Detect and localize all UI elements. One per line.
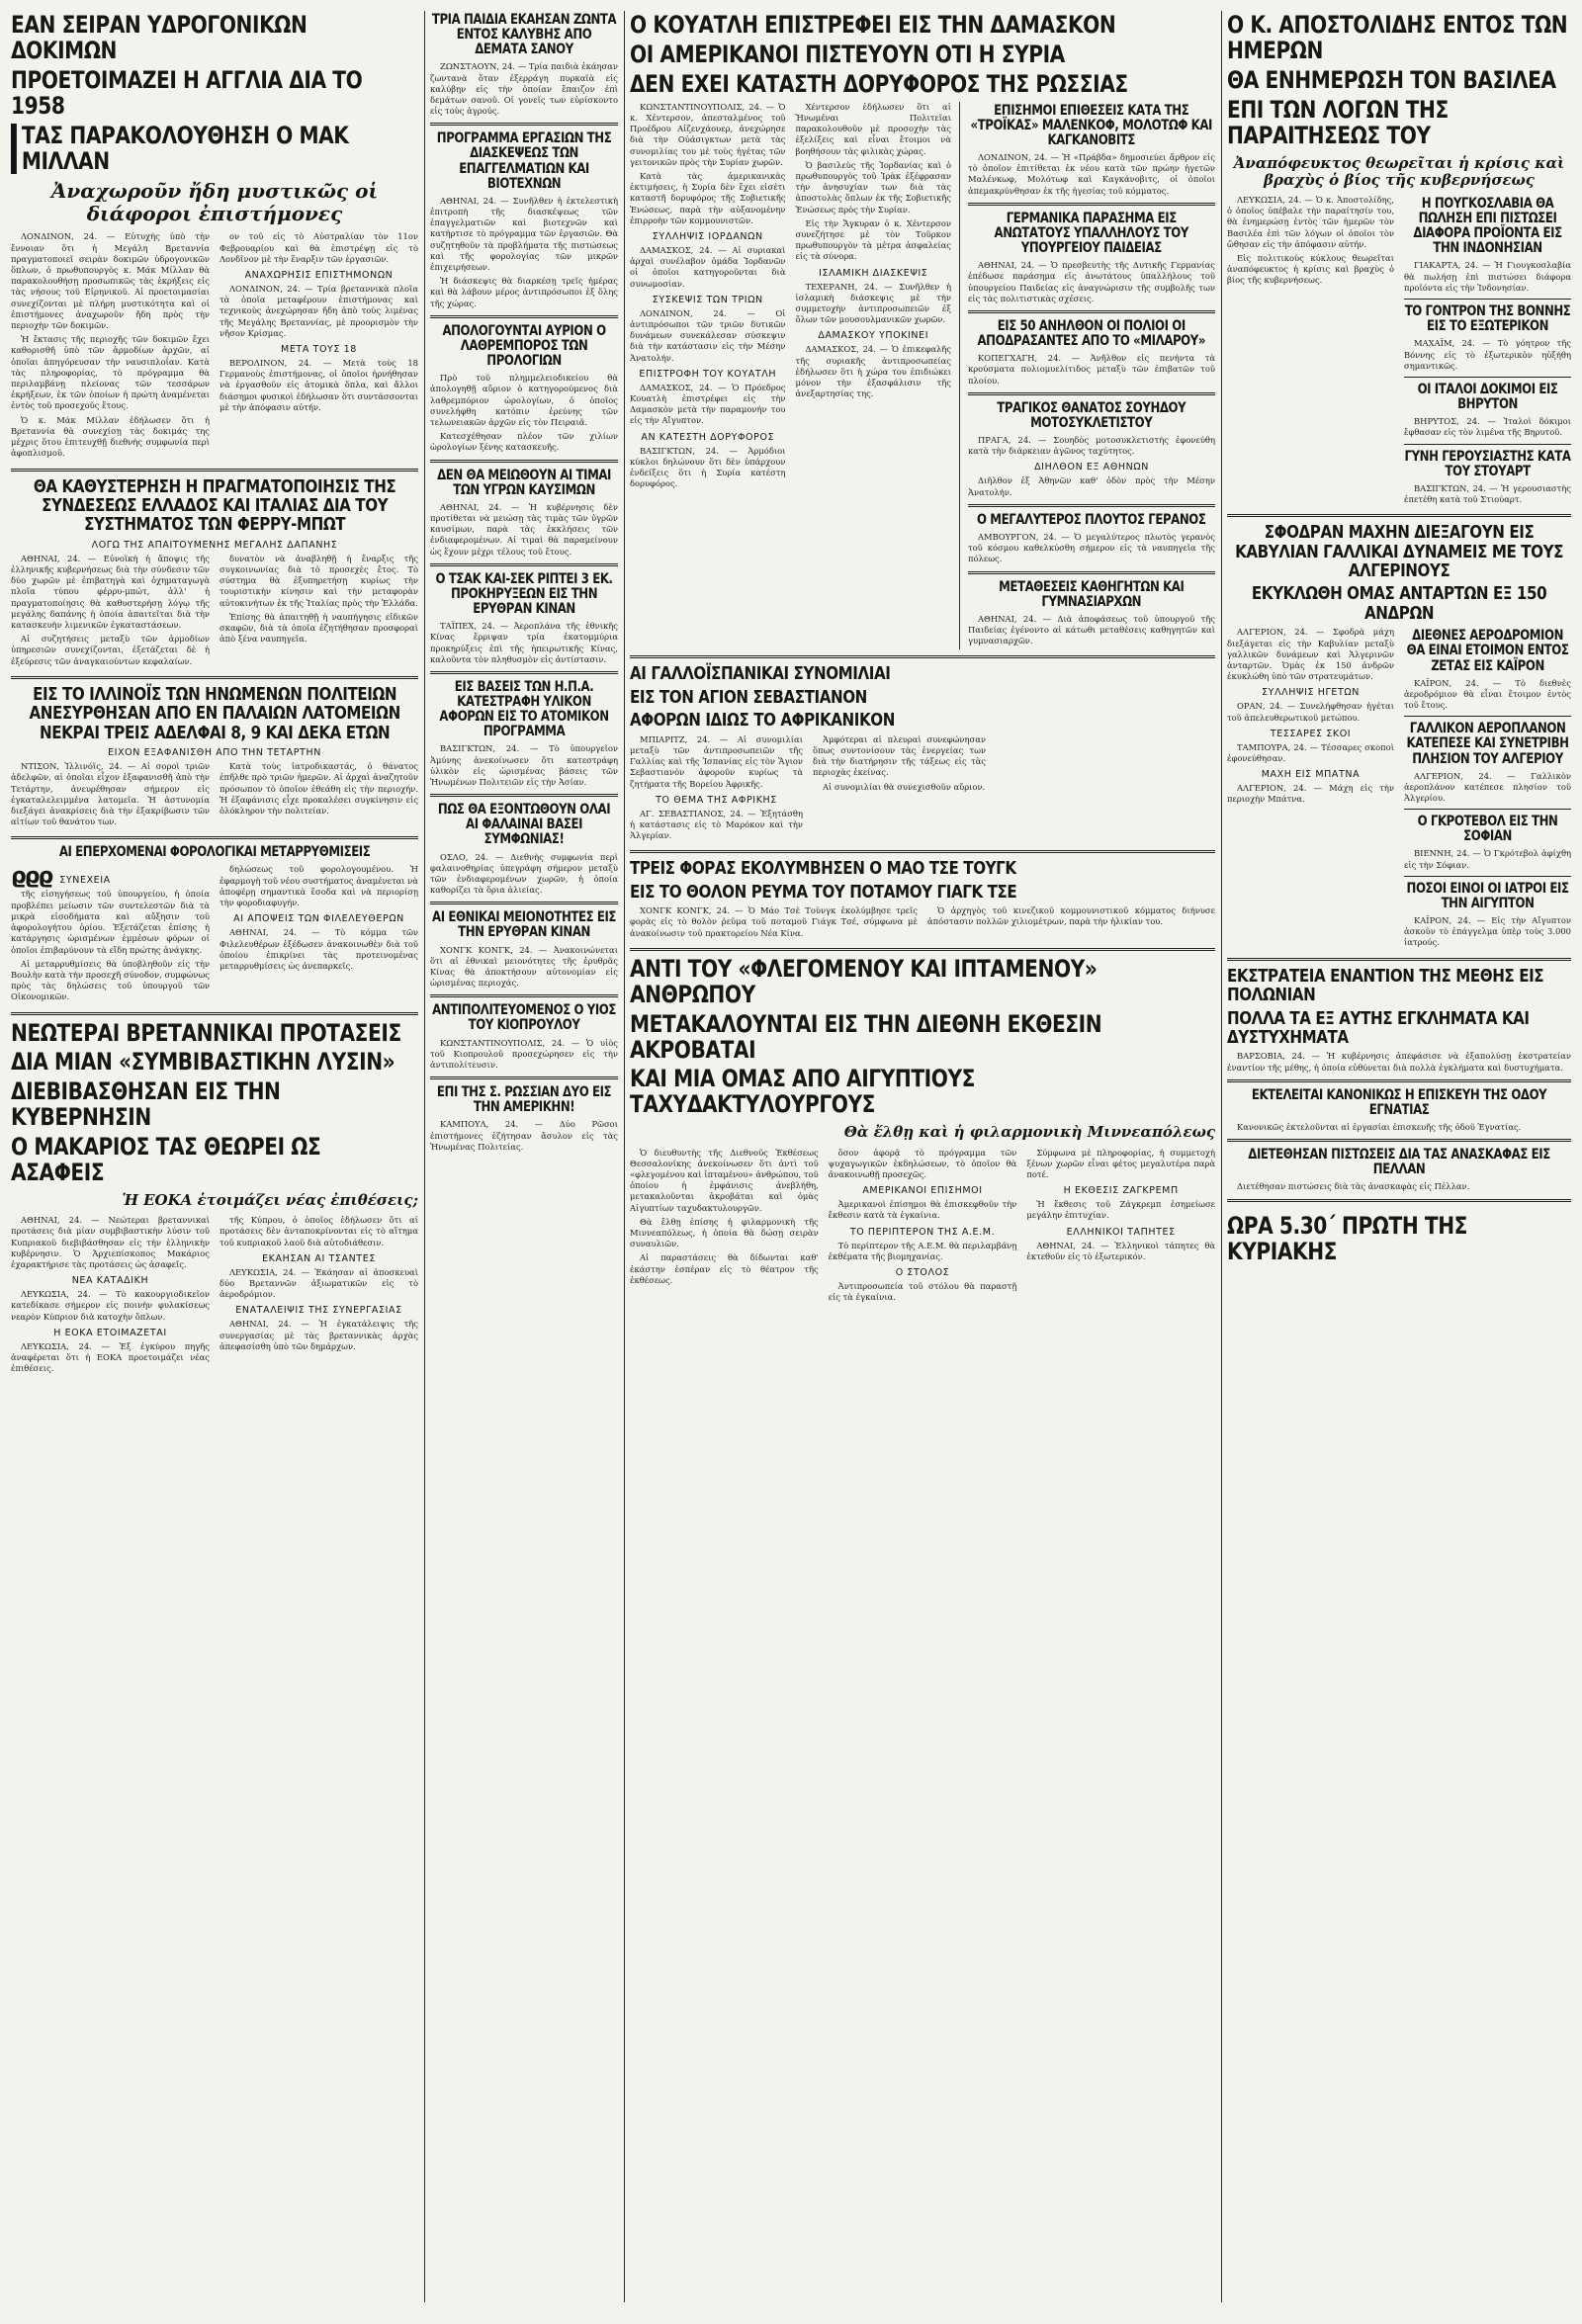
body-text: ΑΘΗΝΑΙ, 24. — Ἡ κυβέρνησις δὲν προτίθεται νὰ μειώσῃ τὰς τιμὰς τῶν ὑγρῶν καυσίμων, παρὰ τὰς ἐκκλήσεις τῶν ἐνδιαφερομένων. Αἱ τιμαὶ θὰ παραμείνουν ὡς ἔχουν μέχρι τέλους τοῦ ἔτους. — [430, 501, 618, 557]
section-heading: ΣΥΣΚΕΨΙΣ ΤΩΝ ΤΡΙΩΝ — [652, 294, 763, 305]
section-heading: ΣΥΛΛΗΨΙΣ ΗΓΕΤΩΝ — [1262, 687, 1360, 699]
section-heading: Η ΕΚΘΕΣΙΣ ΖΑΓΚΡΕΜΠ — [1063, 1185, 1179, 1197]
side-column — [968, 102, 1215, 650]
headline-hydrogen-tests-3: ΤΑΣ ΠΑΡΑΚΟΛΟΥΘΗΣΗ Ο ΜΑΚ ΜΙΛΛΑΝ — [11, 124, 418, 175]
section-heading: ΑΜΕΡΙΚΑΝΟΙ ΕΠΙΣΗΜΟΙ — [862, 1185, 983, 1197]
headline-fuel-prices: ΔΕΝ ΘΑ ΜΕΙΩΘΟΥΝ ΑΙ ΤΙΜΑΙ ΤΩΝ ΥΓΡΩΝ ΚΑΥΣΙΜΩΝ — [437, 467, 611, 498]
headline-doctors-egypt: ΠΟΣΟΙ ΕΙΝΟΙ ΟΙ ΙΑΤΡΟΙ ΕΙΣ ΤΗΝ ΑΙΓΥΠΤΟΝ — [1406, 880, 1569, 911]
body-text: ΓΙΑΚΑΡΤΑ, 24. — Ἡ Γιουγκοσλαβία θὰ πωλήσῃ ἐπὶ πιστώσει διάφορα προϊόντα εἰς τὴν Ἰνδονησίαν. — [1404, 260, 1571, 293]
body-text: ΑΘΗΝΑΙ, 24. — Διὰ ἀποφάσεως τοῦ ὑπουργοῦ τῆς Παιδείας ἐγένοντο αἱ κάτωθι μεταθέσεις καθηγητῶν καὶ γυμνασιαρχῶν. — [968, 613, 1215, 646]
body-text: δηλώσεως τοῦ φορολογουμένου. Ἡ ἐφαρμογὴ τοῦ νέου συστήματος ἀναμένεται νὰ ἀποφέρῃ σημαντικὰ ἔσοδα καὶ νὰ περιορίσῃ τὴν φοροδιαφυγήν. — [220, 864, 418, 908]
divider — [968, 571, 1215, 574]
body-text: ΔΑΜΑΣΚΟΣ, 24. — Ὁ Πρόεδρος Κουατλὴ ἐπιστρέφει εἰς τὴν Δαμασκὸν μετὰ τὴν παραμονήν του εἰς τὴν Αἴγυπτον. — [630, 382, 786, 426]
divider — [11, 836, 418, 839]
divider — [1404, 377, 1571, 378]
section-heading: ΤΕΣΣΑΡΕΣ ΣΚΟΙ — [1270, 728, 1352, 739]
section-heading: ΕΛΛΗΝΙΚΟΙ ΤΑΠΗΤΕΣ — [1066, 1226, 1176, 1238]
headline-motorcyclist: ΤΡΑΓΙΚΟΣ ΘΑΝΑΤΟΣ ΣΟΥΗΔΟΥ ΜΟΤΟΣΥΚΛΕΤΙΣΤΟΥ — [997, 399, 1186, 431]
divider — [430, 994, 618, 997]
body-text: ΑΘΗΝΑΙ, 24. — Συνῆλθεν ἡ ἐκτελεστικὴ ἐπιτροπὴ τῆς διασκέψεως τῶν ἐπαγγελματιῶν καὶ βιοτεχνῶν καὶ κατήρτισε τὸ πρόγραμμα τῶν ἐργασιῶν. Θὰ συζητηθοῦν τὰ προβλήματα τῆς πιστώσεως καὶ τῆς φορολογίας τῶν μικρῶν ἐπιχειρήσεων. — [430, 195, 618, 272]
subheadline-missing: ΕΙΧΟΝ ΕΞΑΦΑΝΙΣΘΗ ΑΠΟ ΤΗΝ ΤΕΤΑΡΤΗΝ — [108, 747, 321, 759]
headline-grotewohl: Ο ΓΚΡΟΤΕΒΟΛ ΕΙΣ ΤΗΝ ΣΟΦΙΑΝ — [1417, 814, 1558, 845]
body-text: ΑΘΗΝΑΙ, 24. — Ἡ ἐγκατάλειψις τῆς συνεργασίας μὲ τὰς βρεταννικὰς ἀρχὰς ἀπεφασίσθη ὑπὸ τῶν δημάρχων. — [220, 1319, 418, 1351]
headline-teachers: ΜΕΤΑΘΕΣΕΙΣ ΚΑΘΗΓΗΤΩΝ ΚΑΙ ΓΥΜΝΑΣΙΑΡΧΩΝ — [999, 578, 1185, 610]
body-text: Πρὸ τοῦ πλημμελειοδικείου θὰ ἀπολογηθῇ αὔριον ὁ κατηγορούμενος διὰ λαθρεμπόριον ὡρολογίων, ὁ ὁποῖος συνελήφθη κατόπιν ἐρεύνης τῶν τελωνειακῶν ἀρχῶν εἰς τὸν Πειραιᾶ. — [430, 373, 618, 427]
headline-crane: Ο ΜΕΓΑΛΥΤΕΡΟΣ ΠΛΟΥΤΟΣ ΓΕΡΑΝΟΣ — [977, 511, 1206, 528]
body-text: Αἱ συζητήσεις μεταξὺ τῶν ἁρμοδίων ὑπηρεσιῶν συνεχίζονται, ἐξετάζεται δὲ ἡ ἐξεύρεσις τῶν ἀναγκαιούντων κεφαλαίων. — [11, 634, 210, 666]
body-text: ΔΑΜΑΣΚΟΣ, 24. — Αἱ συριακαὶ ἀρχαὶ συνέλαβον ὁμάδα Ἰορδανῶν οἱ ὁποῖοι κατηγοροῦνται διὰ συνωμοσίαν. — [630, 244, 786, 289]
column-rule — [959, 102, 960, 650]
section-heading: ΙΣΛΑΜΙΚΗ ΔΙΑΣΚΕΨΙΣ — [819, 267, 928, 279]
body-text: Διετέθησαν πιστώσεις διὰ τὰς ἀνασκαφὰς εἰς Πέλλαν. — [1237, 1181, 1470, 1192]
body-text: Ὁ ἀρχηγὸς τοῦ κινεζικοῦ κομμουνιστικοῦ κόμματος διήνυσε ἀπόστασιν πολλῶν χιλιομέτρων, παρὰ τὴν ἡλικίαν του. — [927, 905, 1215, 927]
body-text: ΛΕΥΚΩΣΙΑ, 24. — Τὸ κακουργιοδικεῖον κατεδίκασε σήμερον εἰς ποινὴν φυλακίσεως νεαρὸν Κύπριον διὰ κατοχὴν ὅπλων. — [11, 1289, 210, 1322]
subheadline-crisis: Ἀναπόφευκτος θεωρεῖται ἡ κρίσις καὶ βραχὺς ὁ βίος τῆς κυβερνήσεως — [1233, 153, 1565, 189]
body-text: ΚΩΝΣΤΑΝΤΙΝΟΥΠΟΛΙΣ, 24. — Ὁ κ. Χέντερσον, ἀπεσταλμένος τοῦ Προέδρου Αἰζενχάουερ, ἀνεχώρησε διὰ τὴν Οὐάσιγκτων μετὰ τὰς συνομιλίας του μὲ τοὺς ἡγέτας τῶν γειτονικῶν πρὸς τὴν Συρίαν χωρῶν. — [630, 101, 786, 167]
headline-british-proposals-3: ΔΙΕΒΙΒΑΣΘΗΣΑΝ ΕΙΣ ΤΗΝ ΚΥΒΕΡΝΗΣΙΝ — [11, 1077, 281, 1132]
subheadline-eoka: Ἡ ΕΟΚΑ ἑτοιμάζει νέας ἐπιθέσεις; — [122, 1190, 418, 1209]
divider — [430, 460, 618, 463]
body-text: ΛΟΝΔΙΝΟΝ, 24. — Ἡ «Πράβδα» δημοσιεύει ἄρθρον εἰς τὸ ὁποῖον ἐπιτίθεται ἐκ νέου κατὰ τῶν πρώην ἡγετῶν Μαλένκωφ, Μολότωφ καὶ Καγκάνοβιτς, οἱ ὁποῖοι ἀπεμακρύνθησαν ἐκ τῆς ἡγεσίας τοῦ κόμματος. — [968, 152, 1215, 196]
headline-poland-2: ΠΟΛΛΑ ΤΑ ΕΞ ΑΥΤΗΣ ΕΓΚΛΗΜΑΤΑ ΚΑΙ ΔΥΣΤΥΧΗΜΑΤΑ — [1227, 1007, 1530, 1048]
section-heading: Η ΕΟΚΑ ΕΤΟΙΜΑΖΕΤΑΙ — [53, 1327, 167, 1338]
column-2 — [430, 11, 618, 2302]
headline-syria-1: ΟΙ ΑΜΕΡΙΚΑΝΟΙ ΠΙΣΤΕΥΟΥΝ ΟΤΙ Η ΣΥΡΙΑ — [630, 40, 1065, 68]
body-text: ΜΑΧΑΪΜ, 24. — Τὸ γόητρον τῆς Βόννης εἰς τὸ ἐξωτερικὸν ηὐξήθη σημαντικῶς. — [1404, 338, 1571, 371]
column-rule — [1221, 11, 1222, 2302]
headline-illinois-sisters: ΕΙΣ ΤΟ ΙΛΛΙΝΟΪΣ ΤΩΝ ΗΝΩΜΕΝΩΝ ΠΟΛΙΤΕΙΩΝ ΑΝΕΣΥΡΘΗΣΑΝ ΑΠΟ ΕΝ ΠΑΛΑΙΩΝ ΛΑΤΟΜΕΙΩΝ ΝΕΚΡΑΙ ΤΡΕΙΣ ΑΔΕΛΦΑΙ 8, 9 ΚΑΙ ΔΕΚΑ ΕΤΩΝ — [29, 683, 400, 743]
headline-hydrogen-tests-1: ΕΑΝ ΣΕΙΡΑΝ ΥΔΡΟΓΟΝΙΚΩΝ ΔΟΚΙΜΩΝ — [11, 11, 308, 64]
section-heading: ΕΠΙΣΤΡΟΦΗ ΤΟΥ ΚΟΥΑΤΛΗ — [639, 368, 777, 380]
divider — [1227, 1079, 1571, 1082]
article-fair-body — [630, 1148, 1215, 1307]
body-text: Διῆλθον ἐξ Ἀθηνῶν καθ' ὁδὸν πρὸς τὴν Μέσην Ἀνατολήν. — [968, 475, 1215, 497]
center-top-area — [630, 102, 1215, 650]
body-text: ΤΑΜΠΟΥΡΑ, 24. — Τέσσαρες σκοποὶ ἐφονεύθησαν. — [1227, 741, 1394, 763]
body-text: ΑΛΓΕΡΙΟΝ, 24. — Μάχη εἰς τὴν περιοχὴν Μπάτνα. — [1227, 783, 1394, 805]
section-heading: ΔΙΗΛΘΟΝ ΕΞ ΑΘΗΝΩΝ — [1034, 462, 1149, 473]
footer-time: ΩΡΑ 5.30΄ ΠΡΩΤΗ ΤΗΣ ΚΥΡΙΑΚΗΣ — [1227, 1211, 1468, 1265]
divider — [430, 902, 618, 904]
body-text: ΒΑΡΣΟΒΙΑ, 24. — Ἡ κυβέρνησις ἀπεφάσισε νὰ ἐξαπολύσῃ ἐκστρατείαν ἐναντίον τῆς μέθης, ἡ ὁποία εὐθύνεται διὰ πολλὰ ἐγκλήματα καὶ δυστυχήματα. — [1227, 1051, 1571, 1073]
continuation-label: ΣΥΝΕΧΕΙΑ — [59, 875, 111, 887]
headline-polio: ΕΙΣ 50 ΑΝΗΛΘΟΝ ΟΙ ΠΟΛΙΟΙ ΟΙ ΑΠΟΔΡΑΣΑΝΤΕΣ ΑΠΟ ΤΟ «ΜΙΛΑΡΟΥ» — [977, 318, 1206, 350]
article-ferry-body — [11, 554, 418, 670]
divider — [11, 469, 418, 472]
ornament-icon: ϱϱϱ — [11, 864, 52, 890]
body-text: ΒΑΣΙΓΚΤΩΝ, 24. — Ἀρμόδιοι κύκλοι δηλώνουν ὅτι δὲν ὑπάρχουν ἐνδείξεις ὅτι ἡ Συρία κατέστη δορυφόρος. — [630, 445, 786, 489]
headline-apostolidis-2: ΘΑ ΕΝΗΜΕΡΩΣΗ ΤΟΝ ΒΑΣΙΛΕΑ — [1227, 65, 1556, 94]
headline-kouatly: Ο ΚΟΥΑΤΛΗ ΕΠΙΣΤΡΕΦΕΙ ΕΙΣ ΤΗΝ ΔΑΜΑΣΚΟΝ — [630, 11, 1116, 39]
divider — [968, 392, 1215, 395]
headline-smuggler-trial: ΑΠΟΛΟΓΟΥΝΤΑΙ ΑΥΡΙΟΝ Ο ΛΑΘΡΕΜΠΟΡΟΣ ΤΩΝ ΠΡΟΛΟΓΙΩΝ — [442, 322, 606, 370]
body-text: ΑΘΗΝΑΙ, 24. — Ὁ πρεσβευτὴς τῆς Δυτικῆς Γερμανίας ἐπέδωσε παράσημα εἰς ἀνωτάτους ὑπαλλήλους τοῦ ὑπουργείου Παιδείας εἰς ἀναγνώρισιν τῆς συμβολῆς των εἰς τὰς πολιτιστικὰς σχέσεις. — [968, 260, 1215, 303]
headline-whales: ΠΩΣ ΘΑ ΕΞΟΝΤΩΘΟΥΝ ΟΛΑΙ ΑΙ ΦΑΛΑΙΝΑΙ ΒΑΣΕΙ ΣΥΜΦΩΝΙΑΣ! — [437, 802, 611, 848]
headline-minorities: ΑΙ ΕΘΝΙΚΑΙ ΜΕΙΟΝΟΤΗΤΕΣ ΕΙΣ ΤΗΝ ΕΡΥΘΡΑΝ ΚΙΝΑΝ — [431, 909, 617, 941]
body-text: ΒΗΡΥΤΟΣ, 24. — Ἰταλοὶ δόκιμοι ἔφθασαν εἰς τὸν λιμένα τῆς Βηρυτοῦ. — [1404, 416, 1571, 438]
body-text: ΑΘΗΝΑΙ, 24. — Τὸ κόμμα τῶν Φιλελευθέρων ἐξέδωσεν ἀνακοινωθὲν διὰ τοῦ ὁποίου ἐπικρίνει τὰς προτεινομένας μεταρρυθμίσεις ὡς ἀνεπαρκεῖς. — [220, 927, 418, 971]
headline-apostolidis-1: Ο Κ. ΑΠΟΣΤΟΛΙΔΗΣ ΕΝΤΟΣ ΤΩΝ ΗΜΕΡΩΝ — [1227, 11, 1568, 64]
headline-chiang-leaflets: Ο ΤΣΑΚ ΚΑΙ-ΣΕΚ ΡΙΠΤΕΙ 3 ΕΚ. ΠΡΟΚΗΡΥΞΕΩΝ ΕΙΣ ΤΗΝ ΕΡΥΘΡΑΝ ΚΙΝΑΝ — [435, 570, 613, 618]
franco-spanish-block — [630, 664, 986, 844]
syria-article — [630, 102, 951, 650]
body-text: Εἰς πολιτικοὺς κύκλους θεωρεῖται ἀναπόφευκτος ἡ κρίσις καὶ βραχὺς ὁ βίος τῆς κυβερνήσεως. — [1227, 253, 1394, 286]
divider — [630, 850, 1215, 853]
section-heading: ΣΥΛΛΗΨΙΣ ΙΟΡΔΑΝΩΝ — [652, 230, 763, 242]
body-text: Ἡ ἔκθεσις τοῦ Ζάγκρεμπ ἐσημείωσε μεγάλην ἐπιτυχίαν. — [1026, 1199, 1215, 1221]
body-text: ΛΟΝΔΙΝΟΝ, 24. — Οἱ ἀντιπρόσωποι τῶν τριῶν δυτικῶν δυνάμεων συνεκάλεσαν σύσκεψιν διὰ τὴν κατάστασιν εἰς τὴν Μέσην Ἀνατολήν. — [630, 307, 786, 363]
body-text: ΛΕΥΚΩΣΙΑ, 24. — Ἐξ ἐγκύρου πηγῆς ἀναφέρεται ὅτι ἡ ΕΟΚΑ προετοιμάζει νέας ἐπιθέσεις. — [11, 1340, 210, 1374]
section-heading: ΝΕΑ ΚΑΤΑΔΙΚΗ — [71, 1275, 149, 1287]
body-text: Ἡ ἔκτασις τῆς περιοχῆς τῶν δοκιμῶν ἔχει καθορισθῆ ὑπὸ τῶν ἁρμοδίων ἀρχῶν, αἱ ὁποῖαι ἀπηγόρευσαν τὴν ναυσιπλοΐαν. Κατὰ τὰς πληροφορίας, τὸ πρόγραμμα θὰ περιλαμβάνῃ πλείονας τῶν τεσσάρων ἐκρήξεων, ἐκ τῶν ὁποίων ἡ πρώτη ἀναμένεται ἐντὸς τοῦ προσεχοῦς ἔτους. — [11, 334, 210, 411]
divider — [1404, 444, 1571, 445]
article-mao-body — [630, 905, 1215, 942]
body-text: ΒΑΣΙΓΚΤΩΝ, 24. — Τὸ ὑπουργεῖον Ἀμύνης ἀνεκοίνωσεν ὅτι κατεστράφη ὑλικὸν εἰς ὡρισμένας βάσεις τῶν Ἡνωμένων Πολιτειῶν εἰς τὴν Ἀσίαν. — [430, 743, 618, 787]
body-text: Κατεσχέθησαν πλέον τῶν χιλίων ὡρολογίων ξένης κατασκευῆς. — [430, 431, 618, 453]
headline-makarios: Ο ΜΑΚΑΡΙΟΣ ΤΑΣ ΘΕΩΡΕΙ ΩΣ ΑΣΑΦΕΙΣ — [11, 1133, 321, 1187]
headline-british-proposals-1: ΝΕΩΤΕΡΑΙ ΒΡΕΤΑΝΝΙΚΑΙ ΠΡΟΤΑΣΕΙΣ — [11, 1018, 401, 1047]
divider — [1227, 958, 1571, 961]
body-text: ΒΙΕΝΝΗ, 24. — Ὁ Γκρότεβολ ἀφίχθη εἰς τὴν Σόφιαν. — [1404, 848, 1571, 870]
body-text: ΟΣΛΟ, 24. — Διεθνὴς συμφωνία περὶ φαλαινοθηρίας ὑπεγράφη σήμερον μεταξὺ τῶν ἐνδιαφερομένων χωρῶν, ἡ ὁποία καθορίζει τὰ ὅρια ἁλιείας. — [430, 851, 618, 896]
body-text: ΚΑΜΠΟΥΛ, 24. — Δύο Ρῶσοι ἐπιστήμονες ἐζήτησαν ἄσυλον εἰς τὰς Ἡνωμένας Πολιτείας. — [430, 1119, 618, 1152]
body-text: ΑΜΒΟΥΡΓΟΝ, 24. — Ὁ μεγαλύτερος πλωτὸς γερανὸς τοῦ κόσμου καθελκύσθη σήμερον εἰς τὰ ναυπηγεῖα τῆς πόλεως. — [968, 531, 1215, 564]
section-heading: ΑΝΑΧΩΡΗΣΙΣ ΕΠΙΣΤΗΜΟΝΩΝ — [244, 270, 394, 282]
section-heading: ΤΟ ΘΕΜΑ ΤΗΣ ΑΦΡΙΚΗΣ — [656, 794, 777, 806]
section-heading: ΤΟ ΠΕΡΙΠΤΕΡΟΝ ΤΗΣ Α.Ε.Μ. — [849, 1226, 996, 1238]
body-text: Χέντερσον ἐδήλωσεν ὅτι αἱ Ἡνωμέναι Πολιτεῖαι παρακολουθοῦν μὲ προσοχὴν τὰς ἐξελίξεις καὶ εἶναι ἕτοιμοι νὰ βοηθήσουν τὰς φιλικὰς χώρας. — [795, 101, 951, 156]
article-tax-body — [11, 864, 418, 1005]
body-text: ΟΡΑΝ, 24. — Συνελήφθησαν ἡγέται τοῦ ἀπελευθερωτικοῦ μετώπου. — [1227, 701, 1394, 723]
subheadline-scientists: Ἀναχωροῦν ἤδη μυστικῶς οἱ διάφοροι ἐπιστήμονες — [50, 179, 379, 226]
body-text: Κατὰ τοὺς ἰατροδικαστάς, ὁ θάνατος ἐπῆλθε πρὸ τριῶν ἡμερῶν. Αἱ ἀρχαὶ ἀναζητοῦν πρόσωπον τὸ ὁποῖον ἐθεάθη εἰς τὴν περιοχήν. Ἡ ἐξαφάνισις εἶχε προκαλέσει συγκίνησιν εἰς ὁλόκληρον τὴν πολιτείαν. — [220, 761, 418, 816]
column-rule — [424, 11, 425, 2302]
headline-egnatia: ΕΚΤΕΛΕΙΤΑΙ ΚΑΝΟΝΙΚΩΣ Η ΕΠΙΣΚΕΥΗ ΤΗΣ ΟΔΟΥ ΕΓΝΑΤΙΑΣ — [1251, 1086, 1547, 1118]
headline-franco-spanish-3: ΑΦΟΡΩΝ ΙΔΙΩΣ ΤΟ ΑΦΡΙΚΑΝΙΚΟΝ — [630, 710, 895, 732]
divider — [1404, 299, 1571, 300]
divider — [1404, 716, 1571, 717]
column-1 — [11, 11, 418, 2302]
subheadline-philharmonic: Θὰ ἔλθῃ καὶ ἡ φιλαρμονικὴ Μιννεαπόλεως — [843, 1123, 1215, 1142]
body-text: Θὰ ἔλθῃ ἐπίσης ἡ φιλαρμονικὴ τῆς Μιννεαπόλεως, ἡ ὁποία θὰ δώσῃ σειρὰν συναυλιῶν. — [630, 1216, 819, 1249]
headline-acrobats-1: ΑΝΤΙ ΤΟΥ «ΦΛΕΓΟΜΕΝΟΥ ΚΑΙ ΙΠΤΑΜΕΝΟΥ» ΑΝΘΡΩΠΟΥ — [630, 954, 1098, 1008]
headline-pella: ΔΙΕΤΕΘΗΣΑΝ ΠΙΣΤΩΣΕΙΣ ΔΙΑ ΤΑΣ ΑΝΑΣΚΑΦΑΣ ΕΙΣ ΠΕΛΛΑΝ — [1248, 1147, 1550, 1178]
body-text: τῆς Κύπρου, ὁ ὁποῖος ἐδήλωσεν ὅτι αἱ προτάσεις δὲν ἀνταποκρίνονται εἰς τὸ αἴτημα τοῦ κυπριακοῦ λαοῦ διὰ αὐτοδιάθεσιν. — [220, 1215, 418, 1248]
headline-mao-swim-2: ΕΙΣ ΤΟ ΘΟΛΟΝ ΡΕΥΜΑ ΤΟΥ ΠΟΤΑΜΟΥ ΓΙΑΓΚ ΤΣΕ — [630, 881, 1017, 903]
body-text: Ὁ κ. Μάκ Μίλλαν ἐδήλωσεν ὅτι ἡ Βρεταννία θὰ συνεχίσῃ τὰς δοκιμάς της μέχρις ὅτου ἐπιτευχθῇ διεθνὴς συμφωνία περὶ ἀφοπλισμοῦ. — [11, 414, 210, 459]
headline-poland-1: ΕΚΣΤΡΑΤΕΙΑ ΕΝΑΝΤΙΟΝ ΤΗΣ ΜΕΘΗΣ ΕΙΣ ΠΟΛΩΝΙΑΝ — [1227, 965, 1544, 1006]
body-text: ΛΟΝΔΙΝΟΝ, 24. — Εὐτυχὴς ὑπὸ τὴν ἔννοιαν ὅτι ἡ Μεγάλη Βρεταννία πραγματοποιεῖ σειρὰν δοκιμῶν ὑδρογονικῶν ὅπλων, ὁ πρωθυπουργὸς κ. Μάκ Μίλλαν θὰ παρακολουθήσῃ προσωπικῶς τὰς ἐκρήξεις εἰς τὰς νήσους τοῦ Εἰρηνικοῦ. Αἱ προετοιμασίαι συνεχίζονται μὲ πλήρη μυστικότητα καὶ οἱ ἐπιστήμονες ἀναχωροῦν ἤδη πρὸς τὴν περιοχὴν τῶν δοκιμῶν. — [11, 231, 210, 331]
body-text: Ἐπίσης θὰ ἀπαιτηθῇ ἡ ναυπήγησις εἰδικῶν σκαφῶν, διὰ τὰ ὁποῖα ἐζητήθησαν προσφοραὶ ἀπὸ ξένα ναυπηγεῖα. — [220, 611, 418, 645]
headline-acrobats-3: ΚΑΙ ΜΙΑ ΟΜΑΣ ΑΠΟ ΑΙΓΥΠΤΙΟΥΣ ΤΑΧΥΔΑΚΤΥΛΟΥΡΓΟΥΣ — [630, 1065, 975, 1119]
section-heading: ΔΑΜΑΣΚΟΥ ΥΠΟΚΙΝΕΙ — [818, 330, 929, 342]
column-center — [630, 11, 1215, 2302]
body-text: Εἰς τὴν Ἄγκυραν ὁ κ. Χέντερσον συνεζήτησε μὲ τὸν Τοῦρκον πρωθυπουργὸν τὰ μέτρα ἀσφαλείας εἰς τὰ σύνορα. — [795, 217, 951, 262]
headline-british-proposals-2: ΔΙΑ ΜΙΑΝ «ΣΥΜΒΙΒΑΣΤΙΚΗΝ ΛΥΣΙΝ» — [11, 1048, 396, 1076]
body-text: ΖΩΝΣΤΑΟΥΝ, 24. — Τρία παιδιὰ ἐκάησαν ζωντανὰ ὅταν ἐξερράγη πυρκαϊὰ εἰς καλύβην εἰς τὴν ὁποίαν ἔπαιζον ἐπὶ δεμάτων σανοῦ. Οἱ γονεῖς των εὑρίσκοντο εἰς τοὺς ἀγρούς. — [430, 61, 618, 117]
headline-mao-swim-1: ΤΡΕΙΣ ΦΟΡΑΣ ΕΚΟΛΥΜΒΗΣΕΝ Ο ΜΑΟ ΤΣΕ ΤΟΥΓΚ — [630, 858, 1016, 880]
body-text: ὅσον ἀφορᾷ τὸ πρόγραμμα τῶν ψυχαγωγικῶν ἐκδηλώσεων, τὸ ὁποῖον θὰ ἀνακοινωθῇ προσεχῶς. — [828, 1147, 1017, 1179]
headline-german-medals: ΓΕΡΜΑΝΙΚΑ ΠΑΡΑΣΗΜΑ ΕΙΣ ΑΝΩΤΑΤΟΥΣ ΥΠΑΛΛΗΛΟΥΣ ΤΟΥ ΥΠΟΥΡΓΕΙΟΥ ΠΑΙΔΕΙΑΣ — [994, 210, 1189, 257]
body-text: ΑΛΓΕΡΙΟΝ, 24. — Σφοδρὰ μάχη διεξάγεται εἰς τὴν Καβυλίαν μεταξὺ γαλλικῶν δυνάμεων καὶ Ἀλγερινῶν ἀνταρτῶν. Ὁμὰς ἐκ 150 ἀνδρῶν ἐκυκλώθη ὑπὸ τῶν στρατευμάτων. — [1227, 627, 1394, 682]
divider — [430, 123, 618, 126]
body-text: ΒΕΡΟΛΙΝΟΝ, 24. — Μετὰ τοὺς 18 Γερμανοὺς ἐπιστήμονας, οἱ ὁποῖοι ἠρνήθησαν νὰ ἐργασθοῦν εἰς ἀτομικὰ ὅπλα, καὶ ἄλλοι διάσημοι φυσικοὶ ἐδήλωσαν ὅτι συντάσσονται μὲ τὴν ἀπόφασιν αὐτήν. — [220, 358, 418, 412]
headline-kabylia: ΣΦΟΔΡΑΝ ΜΑΧΗΝ ΔΙΕΞΑΓΟΥΝ ΕΙΣ ΚΑΒΥΛΙΑΝ ΓΑΛΛΙΚΑΙ ΔΥΝΑΜΕΙΣ ΜΕ ΤΟΥΣ ΑΛΓΕΡΙΝΟΥΣ — [1235, 522, 1563, 582]
article-cyprus-body — [11, 1215, 418, 1377]
headline-acrobats-2: ΜΕΤΑΚΑΛΟΥΝΤΑΙ ΕΙΣ ΤΗΝ ΔΙΕΘΝΗ ΕΚΘΕΣΙΝ ΑΚΡΟΒΑΤΑΙ — [630, 1009, 1102, 1064]
section-heading: ΕΚΑΗΣΑΝ ΑΙ ΤΣΑΝΤΕΣ — [262, 1252, 376, 1264]
article-syria-body — [630, 102, 951, 493]
body-text: ΠΡΑΓΑ, 24. — Σουηδὸς μοτοσυκλετιστὴς ἐφονεύθη κατὰ τὴν διάρκειαν ἀγῶνος ταχύτητος. — [968, 435, 1215, 457]
headline-kopr-son: ΑΝΤΙΠΟΛΙΤΕΥΟΜΕΝΟΣ Ο ΥΙΟΣ ΤΟΥ ΚΙΟΠΡΟΥΛΟΥ — [432, 1002, 616, 1034]
body-text: ΛΕΥΚΩΣΙΑ, 24. — Ἐκάησαν αἱ ἀποσκευαὶ δύο Βρεταννῶν ἀξιωματικῶν εἰς τὸ ἀεροδρόμιον. — [220, 1266, 418, 1300]
divider — [968, 310, 1215, 313]
section-heading: ΑΝ ΚΑΤΕΣΤΗ ΔΟΡΥΦΟΡΟΣ — [641, 431, 775, 443]
body-text: ΜΠΙΑΡΙΤΖ, 24. — Αἱ συνομιλίαι μεταξὺ τῶν ἀντιπροσωπειῶν τῆς Γαλλίας καὶ τῆς Ἱσπανίας εἰς τὸν Ἅγιον Σεβαστιανὸν ἀφοροῦν κυρίως τὰ ζητήματα τῆς Βορείου Ἀφρικῆς. — [630, 733, 803, 789]
body-text: Ἀντιπροσωπεία τοῦ στόλου θὰ παραστῇ εἰς τὰ ἐγκαίνια. — [828, 1280, 1017, 1303]
divider — [1227, 1139, 1571, 1142]
headline-syria-2: ΔΕΝ ΕΧΕΙ ΚΑΤΑΣΤΗ ΔΟΡΥΦΟΡΟΣ ΤΗΣ ΡΩΣΣΙΑΣ — [630, 69, 1128, 98]
body-text: ΝΤΙΣΟΝ, Ἰλλινόϊς, 24. — Αἱ σοροὶ τριῶν ἀδελφῶν, αἱ ὁποῖαι εἶχον ἐξαφανισθῆ ἀπὸ τὴν Τετάρτην, ἀνευρέθησαν σήμερον εἰς ἐγκαταλελειμμένα λατομεῖα. Ἡ ἀστυνομία διεξάγει ἀνακρίσεις διὰ τὴν ἐξακρίβωσιν τῶν αἰτίων τοῦ θανάτου των. — [11, 761, 210, 827]
body-text: ΧΟΝΓΚ ΚΟΝΓΚ, 24. — Ἀνακοινώνεται ὅτι αἱ ἐθνικαὶ μειονότητες τῆς ἐρυθρᾶς Κίνας θὰ ἀποκτήσουν αὐτονομίαν εἰς ὡρισμένας περιοχάς. — [430, 944, 618, 989]
body-text: Αἱ μεταρρυθμίσεις θὰ ὑποβληθοῦν εἰς τὴν Βουλὴν κατὰ τὴν προσεχῆ σύνοδον, συμφώνως πρὸς τὰς δηλώσεις τοῦ ὑπουργοῦ τῶν Οἰκονομικῶν. — [11, 958, 210, 1002]
headline-children-burned: ΤΡΙΑ ΠΑΙΔΙΑ ΕΚΑΗΣΑΝ ΖΩΝΤΑ ΕΝΤΟΣ ΚΑΛΥΒΗΣ ΑΠΟ ΔΕΜΑΤΑ ΣΑΝΟΥ — [431, 12, 617, 58]
headline-troika: ΕΠΙΣΗΜΟΙ ΕΠΙΘΕΣΕΙΣ ΚΑΤΑ ΤΗΣ «ΤΡΟΪΚΑΣ» ΜΑΛΕΝΚΟΦ, ΜΟΛΟΤΩΦ ΚΑΙ ΚΑΓΚΑΝΟΒΙΤΣ — [970, 102, 1213, 148]
section-heading: ΕΝΑΤΑΛΕΙΨΙΣ ΤΗΣ ΣΥΝΕΡΓΑΣΙΑΣ — [235, 1305, 402, 1317]
headline-apostolidis-3: ΕΠΙ ΤΩΝ ΛΟΓΩΝ ΤΗΣ ΠΑΡΑΙΤΗΣΕΩΣ ΤΟΥ — [1227, 95, 1449, 149]
body-text: Ἡ διάσκεψις θὰ διαρκέσῃ τρεῖς ἡμέρας καὶ θὰ λάβουν μέρος ἀντιπρόσωποι ἐξ ὅλης τῆς χώρας. — [430, 276, 618, 308]
divider — [630, 655, 1215, 658]
divider — [430, 671, 618, 674]
divider — [430, 1076, 618, 1079]
body-text: ΔΑΜΑΣΚΟΣ, 24. — Ὁ ἐπικεφαλῆς τῆς συριακῆς ἀντιπροσωπείας ἐδήλωσεν ὅτι ἡ χώρα του ἐπιδιώκει μόνον τὴν ἐξασφάλισιν τῆς ἀνεξαρτησίας της. — [795, 344, 951, 399]
body-text: δυνατὸν νὰ ἀναβληθῇ ἡ ἔναρξις τῆς συγκοινωνίας διὰ τὸ προσεχὲς ἔτος. Τὸ σύστημα θὰ ἐξυπηρετήσῃ κυρίως τὴν τουριστικὴν κίνησιν καὶ τὴν μεταφορὰν αὐτοκινήτων ἐκ τῆς Ἰταλίας πρὸς τὴν Ἑλλάδα. — [220, 553, 418, 608]
body-text: ΛΕΥΚΩΣΙΑ, 24. — Ὁ κ. Ἀποστολίδης, ὁ ὁποῖος ὑπέβαλε τὴν παραίτησίν του, θὰ ἐνημερώσῃ ἐντὸς τῶν ἡμερῶν τὸν Βασιλέα ἐπὶ τῶν λόγων οἱ ὁποῖοι τὸν ὤθησαν εἰς τὴν ἀπόφασιν αὐτήν. — [1227, 195, 1394, 249]
body-text: ον τοῦ εἰς τὸ Αὐστραλίαν τὸν 11ον Φεβρουαρίου καὶ θὰ ἐπιστρέψῃ εἰς τὸ Λονδῖνον μὲ τὴν ἔναρξιν τῶν ἐργασιῶν. — [220, 231, 418, 264]
article-franco-spanish — [630, 734, 986, 845]
body-text: ΚΑΪΡΟΝ, 24. — Τὸ διεθνὲς ἀεροδρόμιον θὰ εἶναι ἕτοιμον ἐντὸς τοῦ ἔτους. — [1404, 677, 1571, 711]
headline-conference-program: ΠΡΟΓΡΑΜΜΑ ΕΡΓΑΣΙΩΝ ΤΗΣ ΔΙΑΣΚΕΨΕΩΣ ΤΩΝ ΕΠΑΓΓΕΛΜΑΤΙΩΝ ΚΑΙ ΒΙΟΤΕΧΝΩΝ — [436, 130, 612, 192]
headline-ferry-boat: ΘΑ ΚΑΘΥΣΤΕΡΗΣΗ Η ΠΡΑΓΜΑΤΟΠΟΙΗΣΙΣ ΤΗΣ ΣΥΝΔΕΣΕΩΣ ΕΛΛΑΔΟΣ ΚΑΙ ΙΤΑΛΙΑΣ ΔΙΑ ΤΟΥ ΣΥΣΤΗΜΑΤΟΣ ΤΩΝ ΦΕΡΡΥ-ΜΠΩΤ — [33, 475, 396, 536]
body-text: ΚΟΠΕΓΧΑΓΗ, 24. — Ἀνῆλθον εἰς πενήντα τὰ κρούσματα πολιομυελίτιδος μεταξὺ τῶν ἐπιβατῶν τοῦ πλοίου. — [968, 353, 1215, 386]
body-text: ΑΓ. ΣΕΒΑΣΤΙΑΝΟΣ, 24. — Ἐξητάσθη ἡ κατάστασις εἰς τὸ Μαρόκον καὶ τὴν Ἀλγερίαν. — [630, 808, 803, 841]
body-text: ΑΘΗΝΑΙ, 24. — Εὐνοϊκὴ ἡ ἄποψις τῆς ἑλληνικῆς κυβερνήσεως διὰ τὴν σύνδεσιν τῶν δύο χωρῶν μὲ ἐπιβατηγὰ καὶ ὀχηματαγωγὰ πλοῖα τύπου φέρρυ-μπώτ, ἀλλ' ἡ πραγματοποίησις θὰ καθυστερήσῃ λόγῳ τῆς μεγάλης δαπάνης ἡ ὁποία ἀπαιτεῖται διὰ τὴν κατασκευὴν λιμενικῶν ἐγκαταστάσεων. — [11, 553, 210, 631]
body-text: Αἱ παραστάσεις θὰ δίδωνται καθ' ἑκάστην ἑσπέραν εἰς τὸ θέατρον τῆς ἐκθέσεως. — [630, 1252, 819, 1285]
body-text: Κανονικῶς ἐκτελοῦνται αἱ ἐργασίαι ἐπισκευῆς τῆς ὁδοῦ Ἐγνατίας. — [1237, 1122, 1522, 1133]
divider — [1227, 1199, 1571, 1202]
body-text: ΚΑΪΡΟΝ, 24. — Εἰς τὴν Αἴγυπτον ἀσκοῦν τὸ ἐπάγγελμα ὑπὲρ τοὺς 3.000 ἰατρούς. — [1404, 915, 1571, 948]
divider — [430, 563, 618, 566]
section-heading: Ο ΣΤΟΛΟΣ — [895, 1266, 950, 1278]
section-heading: ΜΕΤΑ ΤΟΥΣ 18 — [281, 344, 357, 356]
headline-franco-spanish-1: ΑΙ ΓΑΛΛΟΪΣΠΑΝΙΚΑΙ ΣΥΝΟΜΙΛΙΑΙ — [630, 663, 891, 685]
headline-senator: ΓΥΝΗ ΓΕΡΟΥΣΙΑΣΤΗΣ ΚΑΤΑ ΤΟΥ ΣΤΟΥΑΡΤ — [1404, 448, 1571, 479]
article-hydrogen-body — [11, 231, 418, 462]
section-heading: ΑΙ ΑΠΟΨΕΙΣ ΤΩΝ ΦΙΛΕΛΕΥΘΕΡΩΝ — [233, 913, 404, 925]
headline-cairo-airport: ΔΙΕΘΝΕΣ ΑΕΡΟΔΡΟΜΙΟΝ ΘΑ ΕΙΝΑΙ ΕΤΟΙΜΟΝ ΕΝΤΟΣ ΖΕΤΑΣ ΕΙΣ ΚΑΪΡΟΝ — [1406, 628, 1569, 674]
body-text: τῆς εἰσηγήσεως τοῦ ὑπουργείου, ἡ ὁποία προβλέπει μείωσιν τῶν συντελεστῶν διὰ τὰ μικρὰ εἰσοδήματα καὶ αὔξησιν τοῦ ἀφορολογήτου ὁρίου. Ἐξετάζεται ἐπίσης ἡ κατάργησις ὡρισμένων ἐμμέσων φόρων οἱ ὁποῖοι ἐπιβαρύνουν τὰ εἴδη πρώτης ἀνάγκης. — [11, 889, 210, 955]
newspaper-page — [11, 11, 1571, 2302]
divider — [630, 948, 1215, 951]
body-text: ΤΕΧΕΡΑΝΗ, 24. — Συνῆλθεν ἡ ἰσλαμικὴ διάσκεψις μὲ τὴν συμμετοχὴν ἀντιπροσωπειῶν ἐξ ὅλων τῶν μουσουλμανικῶν χωρῶν. — [795, 281, 951, 325]
divider — [1227, 514, 1571, 517]
divider — [1404, 809, 1571, 810]
body-text: Ὁ διευθυντὴς τῆς Διεθνοῦς Ἐκθέσεως Θεσσαλονίκης ἀνεκοίνωσεν ὅτι ἀντὶ τοῦ «φλεγομένου καὶ ἱπταμένου» ἀνθρώπου, τοῦ ὁποίου ἡ ἐμφάνισις ἀνεβλήθη, μετακαλοῦνται ἀκροβάται καὶ ὁμὰς Αἰγυπτίων ταχυδακτυλουργῶν. — [630, 1147, 819, 1213]
body-text: ΚΩΝΣΤΑΝΤΙΝΟΥΠΟΛΙΣ, 24. — Ὁ υἱὸς τοῦ Κιοπρουλοῦ προσεχώρησεν εἰς τὴν ἀντιπολίτευσιν. — [430, 1037, 618, 1070]
column-5 — [1227, 11, 1571, 2302]
headline-bonn: ΤΟ ΓΟΝΤΡΟΝ ΤΗΣ ΒΟΝΝΗΣ ΕΙΣ ΤΟ ΕΞΩΤΕΡΙΚΟΝ — [1404, 303, 1571, 335]
body-text: Ἀμερικανοὶ ἐπίσημοι θὰ ἐπισκεφθοῦν τὴν ἔκθεσιν κατὰ τὰ ἐγκαίνια. — [828, 1199, 1017, 1221]
body-text: ΑΛΓΕΡΙΟΝ, 24. — Γαλλικὸν ἀεροπλάνον κατέπεσε πλησίον τοῦ Ἀλγερίου. — [1404, 770, 1571, 804]
headline-yugoslavia: Η ΠΟΥΓΚΟΣΛΑΒΙΑ ΘΑ ΠΩΛΗΣΗ ΕΠΙ ΠΙΣΤΩΣΕΙ ΔΙΑΦΟΡΑ ΠΡΟΪΟΝΤΑ ΕΙΣ ΤΗΝ ΙΝΔΟΝΗΣΙΑΝ — [1413, 196, 1562, 257]
headline-russia-america: ΕΠΙ ΤΗΣ Σ. ΡΩΣΣΙΑΝ ΔΥΟ ΕΙΣ ΤΗΝ ΑΜΕΡΙΚΗΝ! — [436, 1084, 612, 1116]
headline-tax-reforms: ΑΙ ΕΠΕΡΧΟΜΕΝΑΙ ΦΟΡΟΛΟΓΙΚΑΙ ΜΕΤΑΡΡΥΘΜΙΣΕΙΣ — [58, 844, 371, 861]
body-text: Τὸ περίπτερον τῆς Α.Ε.Μ. θὰ περιλαμβάνῃ ἐκθέματα τῆς βιομηχανίας. — [828, 1240, 1017, 1261]
headline-italians-beirut: ΟΙ ΙΤΑΛΟΙ ΔΟΚΙΜΟΙ ΕΙΣ ΒΗΡΥΤΟΝ — [1417, 381, 1558, 413]
body-text: ΛΟΝΔΙΝΟΝ, 24. — Τρία βρεταννικὰ πλοῖα τὰ ὁποῖα μεταφέρουν ἐπιστήμονας καὶ τεχνικοὺς ἀνεχώρησαν ἤδη ἀπὸ τοὺς λιμένας τῆς Μεγάλης Βρεταννίας, μὲ προορισμὸν τὴν νῆσον Κρίσμας. — [220, 284, 418, 338]
divider — [11, 1012, 418, 1015]
divider — [430, 794, 618, 797]
article-illinois-body — [11, 761, 418, 830]
divider — [968, 203, 1215, 206]
body-text: ΧΟΝΓΚ ΚΟΝΓΚ, 24. — Ὁ Μάο Τσὲ Τοὺνγκ ἐκολύμβησε τρεῖς φορὰς εἰς τὸ θολὸν ῥεῦμα τοῦ ποταμοῦ Γιάγκ Τσέ, σύμφωνα μὲ ἀνακοίνωσιν τοῦ πρακτορείου Νέα Κίνα. — [630, 905, 918, 938]
headline-hydrogen-tests-2: ΠΡΟΕΤΟΙΜΑΖΕΙ Η ΑΓΓΛΙΑ ΔΙΑ ΤΟ 1958 — [11, 65, 363, 120]
subheadline-rebels: ΕΚΥΚΛΩΘΗ ΟΜΑΣ ΑΝΤΑΡΤΩΝ ΕΞ 150 ΑΝΔΡΩΝ — [1251, 583, 1547, 624]
body-text: Ὁ βασιλεὺς τῆς Ἰορδανίας καὶ ὁ πρωθυπουργὸς τοῦ Ἰρὰκ ἐξέφρασαν τὴν ἀνησυχίαν των διὰ τὰς ἀποστολὰς ὅπλων ἐκ τῆς Σοβιετικῆς Ἑνώσεως πρὸς τὴν Συρίαν. — [795, 159, 951, 215]
divider — [968, 504, 1215, 507]
body-text: ΤΑΪΠΕΧ, 24. — Ἀεροπλάνα τῆς ἐθνικῆς Κίνας ἔρριψαν τρία ἑκατομμύρια προκηρύξεις ἐπὶ τῆς ἠπειρωτικῆς Κίνας, καλοῦντα τὸν πληθυσμὸν εἰς ἀντίστασιν. — [430, 621, 618, 664]
body-text: Κατὰ τὰς ἀμερικανικὰς ἐκτιμήσεις, ἡ Συρία δὲν ἔχει εἰσέτι καταστῆ δορυφόρος τῆς Σοβιετικῆς Ἑνώσεως, παρὰ τὴν αὐξανομένην ἐπιρροὴν τῶν κομμουνιστῶν. — [630, 170, 786, 225]
headline-franco-spanish-2: ΕΙΣ ΤΟΝ ΑΓΙΟΝ ΣΕΒΑΣΤΙΑΝΟΝ — [630, 686, 867, 708]
body-text: ΒΑΣΙΓΚΤΩΝ, 24. — Ἡ γερουσιαστὴς ἐπετέθη κατὰ τοῦ Στιούαρτ. — [1404, 482, 1571, 504]
body-text: ΑΘΗΝΑΙ, 24. — Νεώτεραι βρεταννικαὶ προτάσεις διὰ μίαν συμβιβαστικὴν λύσιν τοῦ Κυπριακοῦ διεβιβάσθησαν εἰς τὴν ἑλληνικὴν κυβέρνησιν. Ὁ Ἀρχιεπίσκοπος Μακάριος ἐχαρακτήρισε τὰς προτάσεις ὡς ἀσαφεῖς. — [11, 1215, 210, 1270]
headline-plane-crash: ΓΑΛΛΙΚΟΝ ΑΕΡΟΠΛΑΝΟΝ ΚΑΤΕΠΕΣΕ ΚΑΙ ΣΥΝΕΤΡΙΒΗ ΠΛΗΣΙΟΝ ΤΟΥ ΑΛΓΕΡΙΟΥ — [1406, 721, 1569, 767]
subheadline-ferry-cost: ΛΟΓΩ ΤΗΣ ΑΠΑΙΤΟΥΜΕΝΗΣ ΜΕΓΑΛΗΣ ΔΑΠΑΝΗΣ — [91, 539, 338, 551]
column-rule — [624, 11, 625, 2302]
body-text: Ἀμφότεραι αἱ πλευραὶ συνεφώνησαν ὅπως συντονίσουν τὰς ἐνεργείας των διὰ τὴν διατήρησιν τῆς τάξεως εἰς τὰς περιοχὰς ἐκείνας. — [813, 733, 986, 778]
body-text: Σύμφωνα μὲ πληροφορίας, ἡ συμμετοχὴ ξένων χωρῶν εἶναι φέτος μεγαλυτέρα παρὰ ποτέ. — [1026, 1147, 1215, 1179]
headline-us-bases: ΕΙΣ ΒΑΣΕΙΣ ΤΩΝ Η.Π.Α. ΚΑΤΕΣΤΡΑΦΗ ΥΛΙΚΟΝ ΑΦΟΡΩΝ ΕΙΣ ΤΟ ΑΤΟΜΙΚΟΝ ΠΡΟΓΡΑΜΜΑ — [439, 678, 609, 740]
article-apostolidis-body — [1227, 195, 1571, 508]
divider — [430, 315, 618, 318]
section-heading: ΜΑΧΗ ΕΙΣ ΜΠΑΤΝΑ — [1261, 769, 1361, 781]
divider — [1404, 876, 1571, 877]
body-text: ΑΘΗΝΑΙ, 24. — Ἑλληνικοὶ τάπητες θὰ ἐκτεθοῦν εἰς τὸ ἐξωτερικόν. — [1026, 1240, 1215, 1261]
divider — [11, 676, 418, 679]
body-text: Αἱ συνομιλίαι θὰ συνεχισθοῦν αὔριον. — [823, 781, 986, 792]
article-algeria-body — [1227, 627, 1571, 951]
